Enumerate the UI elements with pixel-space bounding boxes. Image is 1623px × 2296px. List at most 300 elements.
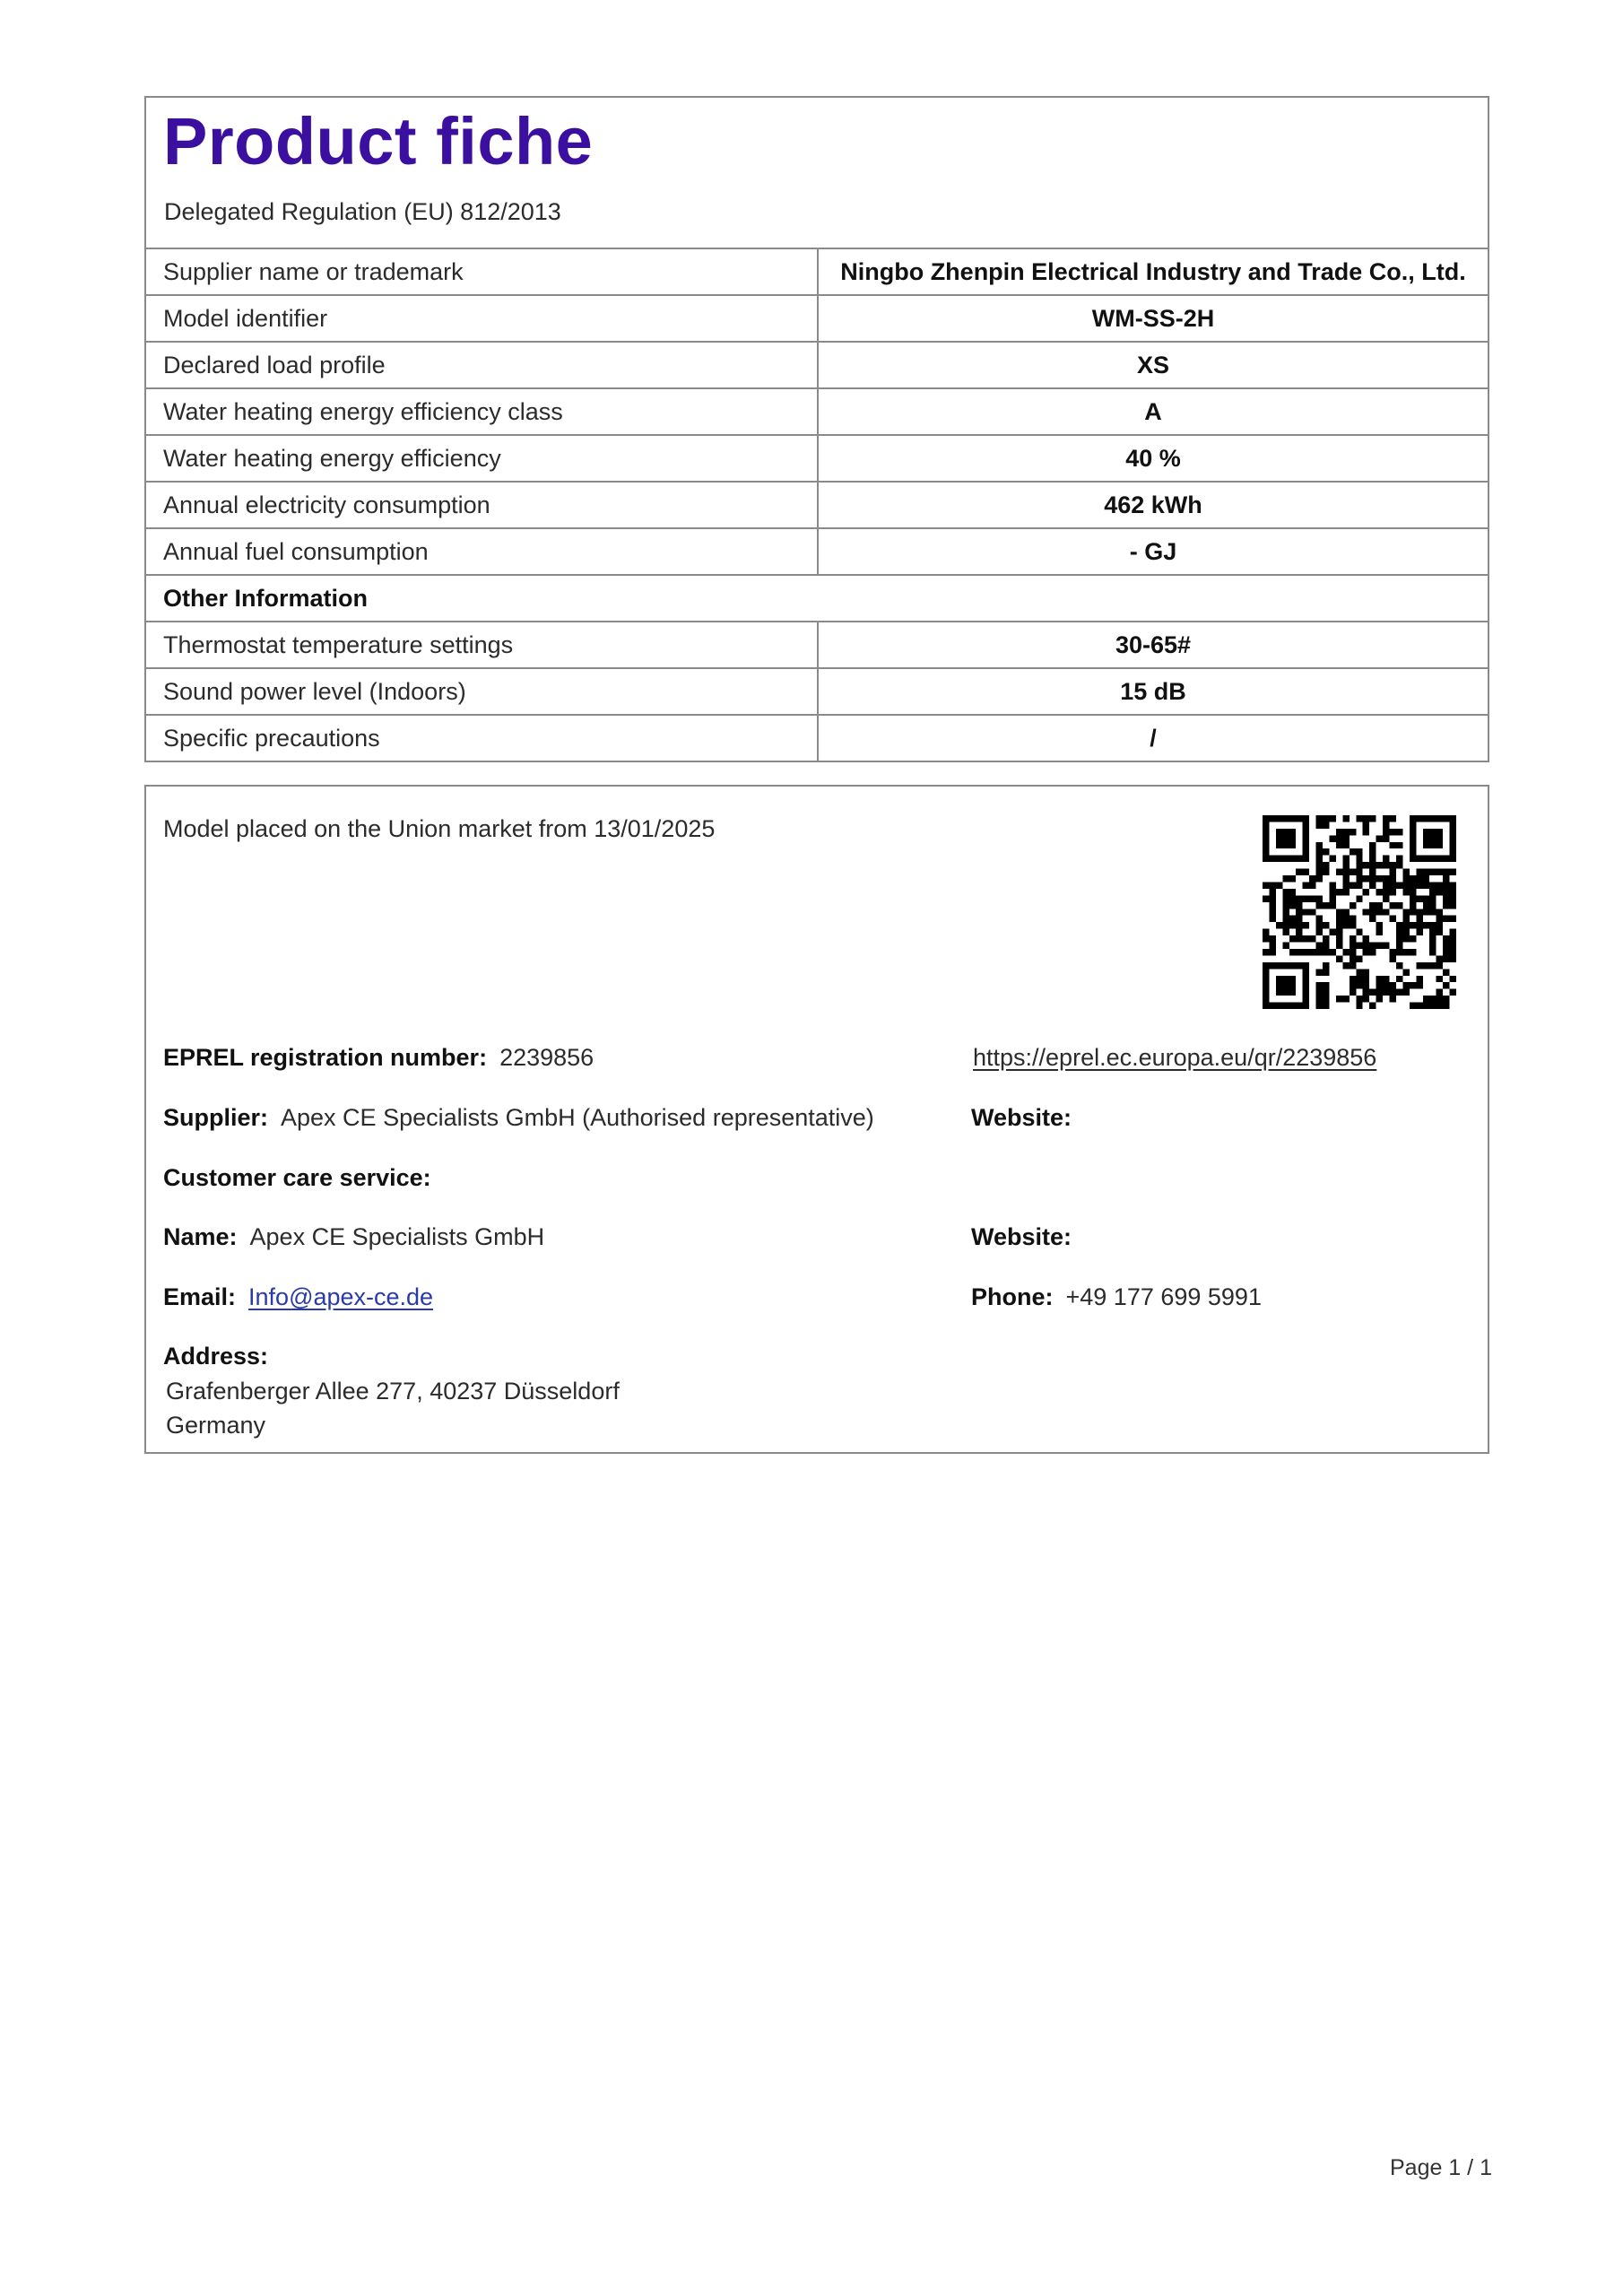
qr-module — [1323, 935, 1329, 942]
qr-module — [1350, 943, 1356, 949]
qr-module — [1350, 976, 1356, 982]
qr-module — [1282, 829, 1289, 835]
qr-module — [1369, 848, 1376, 855]
qr-module — [1303, 982, 1309, 988]
qr-module — [1282, 1003, 1289, 1009]
qr-module — [1436, 922, 1443, 928]
qr-module — [1263, 835, 1269, 841]
qr-module — [1323, 848, 1329, 855]
qr-module — [1336, 996, 1342, 1002]
qr-module — [1410, 882, 1416, 888]
qr-module — [1336, 829, 1342, 835]
qr-module — [1410, 856, 1416, 862]
qr-module — [1289, 829, 1296, 835]
qr-module — [1350, 949, 1356, 955]
row-label: Supplier name or trademark — [146, 249, 819, 294]
qr-module — [1289, 902, 1296, 909]
qr-module — [1316, 969, 1323, 975]
qr-module — [1342, 882, 1349, 888]
qr-module — [1303, 962, 1309, 969]
qr-module — [1390, 829, 1396, 835]
qr-module — [1383, 943, 1389, 949]
market-date-text: Model placed on the Union market from 13/01/2025 — [163, 815, 716, 842]
qr-module — [1323, 862, 1329, 868]
qr-module — [1342, 835, 1349, 841]
qr-module — [1402, 869, 1409, 875]
qr-module — [1369, 815, 1376, 822]
qr-module — [1336, 909, 1342, 915]
qr-module — [1356, 996, 1362, 1002]
row-value: XS — [1136, 351, 1170, 378]
qr-module — [1396, 962, 1402, 969]
table-row — [146, 436, 1488, 483]
qr-module — [1323, 996, 1329, 1002]
qr-module — [1289, 949, 1296, 955]
qr-module — [1329, 856, 1335, 862]
qr-module — [1289, 835, 1296, 841]
qr-module — [1336, 842, 1342, 848]
qr-module — [1356, 982, 1362, 988]
supplier-line — [163, 1104, 874, 1132]
qr-module — [1303, 869, 1309, 875]
qr-module — [1416, 856, 1422, 862]
qr-module — [1402, 922, 1409, 928]
qr-module — [1396, 902, 1402, 909]
row-value: 462 kWh — [1104, 491, 1202, 518]
qr-module — [1390, 889, 1396, 895]
qr-module — [1390, 869, 1396, 875]
qr-module — [1350, 869, 1356, 875]
qr-module — [1342, 916, 1349, 922]
qr-module — [1316, 929, 1323, 935]
qr-module — [1423, 835, 1429, 841]
qr-module — [1269, 909, 1275, 915]
qr-module — [1356, 943, 1362, 949]
qr-module — [1376, 902, 1383, 909]
qr-module — [1390, 955, 1396, 961]
qr-module — [1263, 895, 1269, 901]
qr-module — [1316, 1003, 1323, 1009]
qr-module — [1402, 889, 1409, 895]
qr-module — [1376, 909, 1383, 915]
qr-module — [1376, 943, 1383, 949]
qr-module — [1376, 875, 1383, 882]
qr-module — [1443, 969, 1449, 975]
qr-module — [1323, 982, 1329, 988]
qr-module — [1450, 943, 1456, 949]
qr-module — [1289, 989, 1296, 996]
qr-module — [1410, 1003, 1416, 1009]
qr-module — [1383, 882, 1389, 888]
qr-module — [1303, 835, 1309, 841]
qr-module — [1282, 976, 1289, 982]
qr-module — [1423, 902, 1429, 909]
qr-module — [1282, 895, 1289, 901]
qr-module — [1303, 856, 1309, 862]
qr-module — [1423, 882, 1429, 888]
row-value: - GJ — [1129, 537, 1177, 565]
qr-module — [1450, 895, 1456, 901]
qr-module — [1342, 949, 1349, 955]
qr-module — [1289, 842, 1296, 848]
qr-module — [1350, 902, 1356, 909]
qr-module — [1342, 862, 1349, 868]
qr-module — [1269, 1003, 1275, 1009]
qr-module — [1363, 996, 1369, 1002]
qr-module — [1369, 875, 1376, 882]
qr-module — [1303, 829, 1309, 835]
qr-module — [1396, 989, 1402, 996]
qr-module — [1282, 889, 1289, 895]
qr-module — [1336, 929, 1342, 935]
qr-module — [1342, 962, 1349, 969]
supplier-label: Supplier: — [163, 1104, 269, 1131]
qr-module — [1429, 962, 1436, 969]
qr-module — [1396, 862, 1402, 868]
qr-module — [1450, 835, 1456, 841]
qr-code-graphic — [1263, 815, 1456, 1009]
qr-module — [1396, 856, 1402, 862]
qr-module — [1336, 943, 1342, 949]
qr-module — [1396, 929, 1402, 935]
email-link[interactable]: Info@apex-ce.de — [248, 1283, 434, 1310]
qr-module — [1402, 935, 1409, 942]
qr-module — [1282, 842, 1289, 848]
qr-module — [1376, 862, 1383, 868]
qr-module — [1296, 916, 1302, 922]
qr-module — [1363, 815, 1369, 822]
qr-module — [1263, 829, 1269, 835]
qr-module — [1316, 996, 1323, 1002]
qr-module — [1363, 982, 1369, 988]
table-row — [146, 296, 1488, 343]
qr-module — [1429, 889, 1436, 895]
qr-module — [1410, 889, 1416, 895]
qr-module — [1369, 909, 1376, 915]
qr-module — [1323, 949, 1329, 955]
qr-module — [1383, 982, 1389, 988]
qr-module — [1263, 989, 1269, 996]
qr-module — [1350, 882, 1356, 888]
qr-module — [1336, 916, 1342, 922]
qr-module — [1282, 909, 1289, 915]
qr-module — [1342, 829, 1349, 835]
qr-module — [1390, 982, 1396, 988]
fiche-table — [144, 96, 1489, 762]
qr-module — [1410, 895, 1416, 901]
qr-module — [1336, 935, 1342, 942]
qr-module — [1390, 875, 1396, 882]
qr-module — [1369, 902, 1376, 909]
name-line — [163, 1223, 544, 1251]
qr-module — [1436, 929, 1443, 935]
page-number: Page 1 / 1 — [1390, 2155, 1492, 2180]
other-information-heading: Other Information — [163, 584, 368, 612]
qr-module — [1350, 989, 1356, 996]
qr-module — [1263, 856, 1269, 862]
qr-module — [1303, 842, 1309, 848]
qr-module — [1309, 935, 1315, 942]
qr-module — [1443, 1003, 1449, 1009]
qr-module — [1416, 916, 1422, 922]
qr-module — [1429, 996, 1436, 1002]
qr-module — [1423, 922, 1429, 928]
qr-module — [1269, 889, 1275, 895]
qr-module — [1263, 815, 1269, 822]
qr-module — [1429, 922, 1436, 928]
qr-module — [1309, 949, 1315, 955]
qr-module — [1342, 889, 1349, 895]
qr-module — [1436, 1003, 1443, 1009]
qr-module — [1383, 835, 1389, 841]
qr-module — [1303, 922, 1309, 928]
qr-module — [1296, 902, 1302, 909]
qr-module — [1423, 856, 1429, 862]
qr-module — [1356, 895, 1362, 901]
qr-module — [1429, 929, 1436, 935]
row-label: Specific precautions — [146, 716, 819, 761]
qr-module — [1269, 856, 1275, 862]
qr-module — [1363, 889, 1369, 895]
customer-care-label: Customer care service: — [163, 1164, 431, 1191]
qr-module — [1416, 929, 1422, 935]
qr-module — [1429, 895, 1436, 901]
qr-module — [1276, 829, 1282, 835]
qr-module — [1443, 935, 1449, 942]
qr-module — [1429, 1003, 1436, 1009]
qr-module — [1450, 949, 1456, 955]
qr-module — [1363, 989, 1369, 996]
qr-module — [1336, 889, 1342, 895]
qr-module — [1383, 862, 1389, 868]
qr-module — [1316, 902, 1323, 909]
qr-module — [1356, 969, 1362, 975]
qr-module — [1443, 943, 1449, 949]
qr-module — [1356, 1003, 1362, 1009]
qr-module — [1296, 909, 1302, 915]
qr-module — [1416, 815, 1422, 822]
qr-module — [1436, 996, 1443, 1002]
qr-module — [1269, 902, 1275, 909]
qr-module — [1390, 989, 1396, 996]
name-label: Name: — [163, 1223, 238, 1250]
qr-module — [1383, 976, 1389, 982]
qr-module — [1436, 962, 1443, 969]
qr-module — [1350, 848, 1356, 855]
supplier-value: Apex CE Specialists GmbH (Authorised representative) — [281, 1104, 874, 1131]
qr-module — [1443, 949, 1449, 955]
qr-module — [1282, 962, 1289, 969]
phone-label: Phone: — [971, 1283, 1054, 1310]
qr-module — [1402, 989, 1409, 996]
qr-module — [1410, 909, 1416, 915]
qr-module — [1323, 822, 1329, 828]
qr-module — [1329, 895, 1335, 901]
qr-module — [1450, 929, 1456, 935]
qr-module — [1263, 822, 1269, 828]
row-value: A — [1144, 397, 1162, 425]
qr-module — [1316, 949, 1323, 955]
qr-module — [1390, 949, 1396, 955]
qr-module — [1376, 889, 1383, 895]
page-title: Product fiche — [163, 104, 594, 178]
qr-module — [1369, 856, 1376, 862]
qr-module — [1269, 815, 1275, 822]
qr-module — [1263, 1003, 1269, 1009]
row-label: Annual electricity consumption — [146, 483, 819, 527]
qr-module — [1316, 842, 1323, 848]
table-row — [146, 483, 1488, 529]
qr-module — [1450, 842, 1456, 848]
qr-module — [1276, 815, 1282, 822]
qr-module — [1296, 922, 1302, 928]
qr-module — [1429, 882, 1436, 888]
qr-module — [1276, 1003, 1282, 1009]
qr-module — [1269, 882, 1275, 888]
qr-module — [1443, 982, 1449, 988]
qr-module — [1276, 922, 1282, 928]
row-value: / — [1150, 724, 1157, 752]
qr-module — [1450, 869, 1456, 875]
qr-module — [1429, 869, 1436, 875]
qr-module — [1450, 989, 1456, 996]
qr-module — [1396, 943, 1402, 949]
qr-module — [1402, 875, 1409, 882]
qr-module — [1410, 822, 1416, 828]
qr-module — [1429, 856, 1436, 862]
qr-module — [1443, 889, 1449, 895]
email-label: Email: — [163, 1283, 237, 1310]
qr-module — [1423, 909, 1429, 915]
eprel-link[interactable]: https://eprel.ec.europa.eu/qr/2239856 — [973, 1044, 1377, 1071]
qr-module — [1342, 909, 1349, 915]
qr-module — [1450, 882, 1456, 888]
qr-module — [1323, 989, 1329, 996]
qr-module — [1303, 989, 1309, 996]
address-line-1: Grafenberger Allee 277, 40237 Düsseldorf — [166, 1378, 620, 1405]
qr-module — [1350, 962, 1356, 969]
qr-module — [1369, 842, 1376, 848]
qr-module — [1350, 829, 1356, 835]
qr-module — [1303, 848, 1309, 855]
qr-module — [1416, 869, 1422, 875]
qr-module — [1329, 902, 1335, 909]
qr-module — [1443, 882, 1449, 888]
qr-module — [1443, 856, 1449, 862]
qr-module — [1416, 922, 1422, 928]
row-label: Model identifier — [146, 296, 819, 341]
qr-module — [1303, 996, 1309, 1002]
qr-module — [1282, 943, 1289, 949]
qr-module — [1336, 955, 1342, 961]
qr-module — [1410, 949, 1416, 955]
qr-module — [1396, 976, 1402, 982]
qr-module — [1350, 922, 1356, 928]
qr-module — [1276, 842, 1282, 848]
qr-module — [1269, 916, 1275, 922]
qr-module — [1396, 842, 1402, 848]
regulation-reference: Delegated Regulation (EU) 812/2013 — [164, 198, 561, 225]
qr-module — [1396, 949, 1402, 955]
qr-module — [1342, 996, 1349, 1002]
qr-module — [1450, 955, 1456, 961]
qr-module — [1376, 929, 1383, 935]
qr-module — [1282, 902, 1289, 909]
qr-module — [1276, 856, 1282, 862]
supplier-info-box — [144, 785, 1489, 1454]
qr-module — [1356, 955, 1362, 961]
qr-module — [1289, 856, 1296, 862]
qr-code-icon[interactable] — [1263, 815, 1456, 1009]
qr-module — [1323, 943, 1329, 949]
qr-module — [1390, 996, 1396, 1002]
qr-module — [1436, 856, 1443, 862]
qr-module — [1423, 1003, 1429, 1009]
phone-line — [971, 1283, 1262, 1311]
qr-module — [1269, 949, 1275, 955]
qr-module — [1443, 875, 1449, 882]
qr-module — [1269, 962, 1275, 969]
qr-module — [1282, 916, 1289, 922]
qr-module — [1402, 982, 1409, 988]
qr-module — [1316, 895, 1323, 901]
table-row — [146, 249, 1488, 296]
qr-module — [1303, 909, 1309, 915]
qr-module — [1263, 842, 1269, 848]
qr-module — [1429, 842, 1436, 848]
qr-module — [1443, 955, 1449, 961]
qr-module — [1396, 935, 1402, 942]
qr-module — [1316, 875, 1323, 882]
qr-module — [1423, 815, 1429, 822]
qr-module — [1402, 882, 1409, 888]
qr-module — [1289, 962, 1296, 969]
qr-module — [1263, 949, 1269, 955]
address-line-2: Germany — [166, 1412, 266, 1439]
qr-module — [1369, 916, 1376, 922]
qr-module — [1276, 976, 1282, 982]
qr-module — [1363, 822, 1369, 828]
qr-module — [1450, 822, 1456, 828]
qr-module — [1443, 916, 1449, 922]
qr-module — [1289, 1003, 1296, 1009]
qr-module — [1443, 869, 1449, 875]
qr-module — [1336, 922, 1342, 928]
qr-module — [1429, 909, 1436, 915]
qr-module — [1329, 889, 1335, 895]
qr-module — [1423, 962, 1429, 969]
qr-module — [1369, 1003, 1376, 1009]
qr-module — [1423, 869, 1429, 875]
qr-module — [1410, 982, 1416, 988]
qr-module — [1356, 869, 1362, 875]
qr-module — [1376, 835, 1383, 841]
qr-module — [1350, 955, 1356, 961]
qr-module — [1316, 869, 1323, 875]
qr-module — [1296, 856, 1302, 862]
qr-module — [1356, 856, 1362, 862]
qr-module — [1429, 815, 1436, 822]
qr-module — [1450, 935, 1456, 942]
qr-module — [1376, 976, 1383, 982]
row-label: Water heating energy efficiency — [146, 436, 819, 481]
qr-module — [1342, 815, 1349, 822]
qr-module — [1363, 935, 1369, 942]
qr-module — [1316, 815, 1323, 822]
qr-module — [1329, 929, 1335, 935]
website-label: Website: — [971, 1104, 1072, 1131]
qr-module — [1323, 1003, 1329, 1009]
